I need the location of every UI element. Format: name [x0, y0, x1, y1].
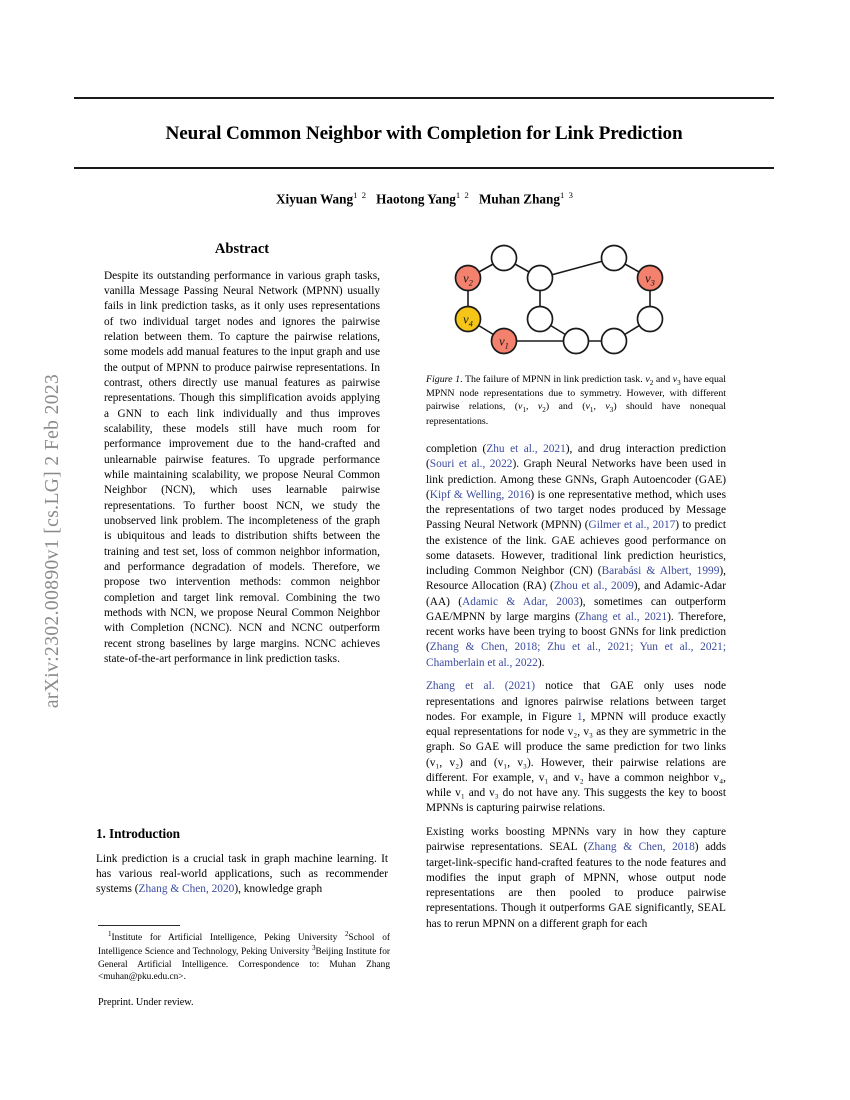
- citation-link[interactable]: Barabási & Albert, 1999: [601, 565, 720, 577]
- citation-link[interactable]: Zhang & Chen, 2018: [587, 841, 695, 854]
- body-text: ), Resource Allocation (RA) (: [426, 565, 726, 593]
- footnote-affil-1: Institute for Artificial Intelligence, Peking University: [111, 933, 346, 944]
- abstract-body: Despite its outstanding performance in various graph tasks, vanilla Message Passing Neural Network (MPNN) usually fails in link prediction tasks, as it only uses representations of two individual target nodes and ignores the pairwise relation between them. To capture the pairwise relations, some models add manual features to the input graph and use the output of MPNN to produce pairwise representations. In contrast, others directly use manual features as pairwise representations. Though this simplification avoids applying a GNN to each link individually and thus improves scalability, these models still have much room for performance improvement due to the hand-crafted and unlearnable pairwise features. To upgrade performance while maintaining scalability, we propose Neural Common Neighbor (NCN), which uses learnable pairwise representations. To further boost NCN, we study the unobserved link problem. The incompleteness of the graph is ubiquitous and leads to distribution shifts between the training and test set, loss of common neighbor information, and performance degradation of models. Therefore, we propose two intervention methods: common neighbor completion and target link removal. Combining the two methods with NCN, we propose Neural Common Neighbor with Completion (NCNC). NCN and NCNC outperform recent strong baselines by large margins. NCNC achieves state-of-the-art performance in link prediction tasks.: [104, 269, 380, 665]
- graph-node-v3: [638, 266, 663, 291]
- graph-node-label: $v_4$: [463, 312, 473, 329]
- figure-1-graphic: [426, 243, 726, 369]
- citation-link[interactable]: Zhang et al. (2021): [426, 680, 536, 693]
- footnote-mark-2: 2: [345, 930, 349, 938]
- footnote-affil-3: Beijing Institute for General Artificial Intelligence. Correspondence to: Muhan Zhang <muhan@pku.edu.cn>.: [98, 947, 390, 983]
- right-paragraph-2: [426, 679, 726, 816]
- author-name-3: Muhan Zhang: [478, 191, 560, 207]
- graph-node-label: $v_3$: [645, 271, 655, 288]
- body-text: ) adds target-link-specific hand-crafted features to the node features and modifies the input graph of MPNN, whose output node representations are then pooled to produce pairwise representations. Though it outperforms GAE significantly, SEAL has to rerun MPNN on a different graph for each: [426, 841, 726, 930]
- body-text: ) to predict the existence of the link. GAE achieves good performance on some datasets. However, traditional link prediction heuristics, including Common Neighbor (CN) (: [426, 519, 726, 577]
- citation-link[interactable]: Adamic & Adar, 2003: [462, 595, 579, 608]
- citation-link[interactable]: Zhang et al., 2021: [578, 610, 668, 623]
- figure-label: Figure 1: [426, 374, 461, 385]
- citation-link[interactable]: Kipf & Welling, 2016: [429, 488, 531, 501]
- graph-node-circle: [528, 307, 553, 332]
- right-paragraph-3: [426, 825, 726, 932]
- body-text: ).: [537, 656, 545, 669]
- citation-link[interactable]: Zhou et al., 2009: [553, 580, 634, 593]
- author-list: [72, 190, 778, 207]
- body-text: completion (: [426, 443, 487, 455]
- citation-link[interactable]: Souri et al., 2022: [429, 458, 513, 471]
- graph-node-v4: [456, 307, 481, 332]
- graph-node-circle: [638, 307, 663, 332]
- footnote-block: [98, 925, 390, 1009]
- body-text: ), sometimes can outperform GAE/MPNN by large margins (: [426, 595, 726, 623]
- citation-link[interactable]: Zhang & Chen, 2018; Zhu et al., 2021; Yun et al., 2021; Chamberlain et al., 2022: [426, 641, 726, 669]
- graph-node-n3: [528, 307, 553, 332]
- graph-node-label: $v_2$: [463, 271, 473, 288]
- page-title: Neural Common Neighbor with Completion for Link Prediction: [165, 123, 683, 144]
- section-heading-introduction: 1. Introduction: [96, 826, 180, 841]
- graph-node-n7: [602, 329, 627, 354]
- figure-1-caption: [426, 374, 726, 429]
- right-paragraph-1: [426, 442, 726, 671]
- left-column: [96, 240, 390, 1008]
- body-text: Existing works boosting MPNNs vary in how they capture pairwise representations. SEAL (: [426, 826, 726, 854]
- author-affil-marks-3: 1 3: [559, 190, 574, 200]
- graph-node-circle: [602, 246, 627, 271]
- introduction-paragraph-1: [96, 852, 388, 898]
- graph-nodes: [456, 246, 663, 354]
- graph-node-circle: [564, 329, 589, 354]
- abstract-heading: Abstract: [214, 241, 270, 257]
- intro-text-b: ), knowledge graph: [234, 883, 323, 896]
- title-rule-bottom: [74, 167, 774, 169]
- citation-zhang-chen-2020[interactable]: Zhang & Chen, 2020: [138, 883, 235, 896]
- body-text: notice that GAE only uses node representations and ignores pairwise relations between target nodes. For example, in Figure: [426, 680, 726, 723]
- figure-1: [426, 243, 726, 429]
- right-column-body: [426, 442, 726, 940]
- body-text: , MPNN will produce exactly equal representations for node v₂, v₃ as they are symmetric in the graph. So GAE will produce the same prediction for two links (v₁, v₂) and (v₁, v₃). However, their pairwise relations are different. For example, v₁ and v₂ have a common neighbor v₄, while v₁ and v₃ do not have any. This suggests the key to boost MPNNs is capturing pairwise relations.: [426, 710, 726, 815]
- graph-node-circle: [602, 329, 627, 354]
- graph-node-n2: [528, 266, 553, 291]
- graph-edges: [468, 258, 650, 341]
- author-affil-marks-1: 1 2: [353, 190, 368, 200]
- preprint-note: Preprint. Under review.: [98, 996, 194, 1008]
- footnote-affil-2: School of Intelligence Science and Technology, Peking University: [98, 933, 390, 958]
- intro-text-a: Link prediction is a crucial task in graph machine learning. It has various real-world applications, such as recommender systems (: [96, 852, 388, 896]
- body-text: ), and Adamic-Adar (AA) (: [426, 580, 726, 608]
- author-name-1: Xiyuan Wang: [276, 191, 354, 207]
- graph-node-n5: [602, 246, 627, 271]
- graph-node-n4: [564, 329, 589, 354]
- title-block: [74, 97, 774, 169]
- footnote-affiliations: [98, 930, 390, 984]
- footnote-mark-3: 3: [312, 944, 316, 953]
- graph-node-v2: [456, 266, 481, 291]
- body-text: ) is one representative method, which uses the representations of two target nodes produced by Message Passing Neural Network (MPNN) (: [426, 488, 726, 532]
- paper-page: [72, 0, 778, 1100]
- footnote-mark-1: 1: [108, 930, 112, 938]
- body-text: ). Therefore, recent works have been trying to boost GNNs for link prediction (: [426, 610, 726, 654]
- author-affil-marks-2: 1 2: [455, 190, 470, 200]
- introduction-section: [96, 825, 388, 898]
- body-text: ). Graph Neural Networks have been used in link prediction. Among these GNNs, Graph Autoencoder (GAE) (: [426, 458, 726, 501]
- figure-caption-text: . The failure of MPNN in link prediction task. $v_2$ and $v_3$ have equal MPNN node representations due to symmetry. However, with different pairwise relations, ($v_1$, $v_2$) and ($v_1$, $v_3$) should have nonequal representations.: [426, 374, 727, 427]
- citation-link[interactable]: Zhu et al., 2021: [486, 443, 566, 455]
- footnote-rule: [98, 925, 180, 926]
- graph-node-n6: [638, 307, 663, 332]
- graph-node-circle: [528, 266, 553, 291]
- graph-node-label: $v_1$: [499, 334, 509, 351]
- body-text: ), and drug interaction prediction (: [426, 443, 727, 471]
- graph-node-circle: [492, 246, 517, 271]
- arxiv-stamp: arXiv:2302.00890v1 [cs.LG] 2 Feb 2023: [42, 373, 63, 709]
- graph-node-n1: [492, 246, 517, 271]
- citation-link[interactable]: Gilmer et al., 2017: [588, 519, 676, 532]
- graph-node-v1: [492, 329, 517, 354]
- citation-link[interactable]: 1: [576, 710, 583, 723]
- author-name-2: Haotong Yang: [376, 191, 456, 207]
